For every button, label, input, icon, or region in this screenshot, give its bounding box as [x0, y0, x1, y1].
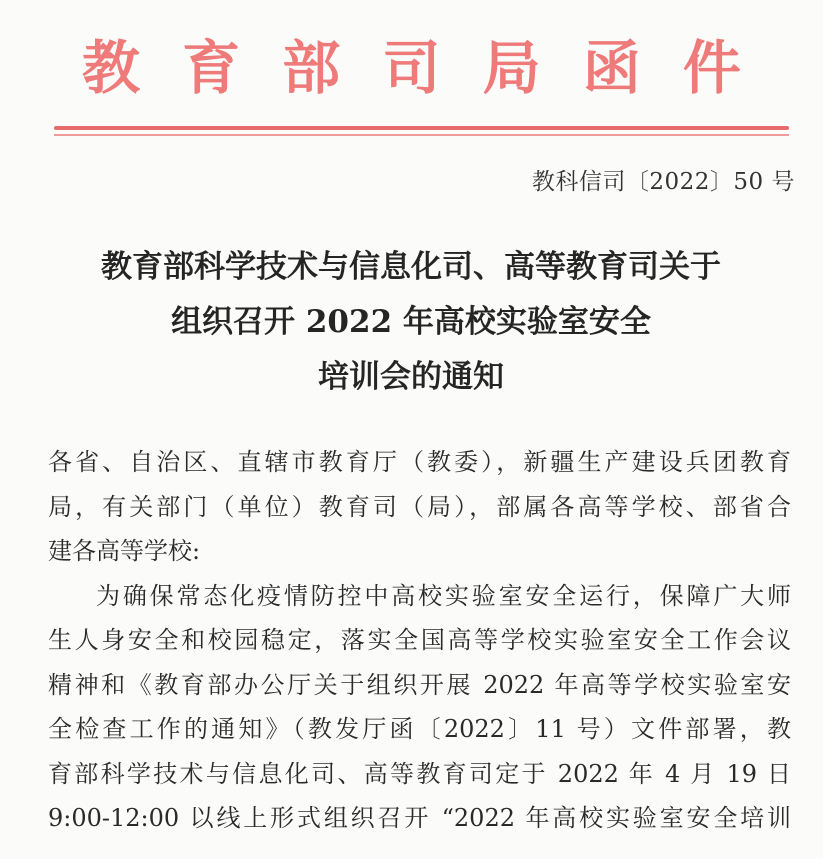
title-line: 培训会的通知	[318, 359, 504, 395]
masthead	[70, 28, 753, 108]
masthead-char: 司	[382, 34, 441, 102]
document-body	[48, 440, 791, 841]
title-line: 组织召开 2022 年高校实验室安全	[171, 304, 651, 340]
salutation-line: 建各高等学校:	[48, 537, 201, 565]
masthead-rule-thin	[54, 134, 789, 136]
paragraph-line: 育部科学技术与信息化司、高等教育司定于 2022 年 4 月 19 日	[48, 759, 791, 788]
masthead-char: 教	[81, 34, 140, 102]
paragraph-line: 精神和《教育部办公厅关于组织开展 2022 年高等学校实验室安	[48, 670, 791, 699]
document-number: 教科信司〔2022〕50 号	[531, 169, 795, 195]
masthead-char: 局	[482, 34, 541, 102]
document-title	[46, 240, 776, 405]
body-paragraph	[48, 574, 791, 841]
masthead-char: 函	[582, 34, 641, 102]
salutation	[48, 440, 791, 574]
paragraph-line: 全检查工作的通知》（教发厅函〔2022〕11 号）文件部署，教	[48, 715, 791, 743]
paragraph-line: 9:00-12:00 以线上形式组织召开 “2022 年高校实验室安全培训	[48, 804, 791, 832]
masthead-rule-thick	[54, 126, 789, 130]
masthead-char: 育	[182, 34, 241, 102]
paragraph-line: 为确保常态化疫情防控中高校实验室安全运行，保障广大师	[96, 581, 791, 610]
masthead-char: 件	[682, 34, 741, 102]
masthead-char: 部	[282, 34, 341, 102]
title-line: 教育部科学技术与信息化司、高等教育司关于	[101, 249, 721, 285]
salutation-line: 各省、自治区、直辖市教育厅（教委），新疆生产建设兵团教育	[48, 448, 791, 476]
salutation-line: 局，有关部门（单位）教育司（局），部属各高等学校、部省合	[48, 492, 791, 521]
paragraph-line: 生人身安全和校园稳定，落实全国高等学校实验室安全工作会议	[48, 626, 791, 654]
